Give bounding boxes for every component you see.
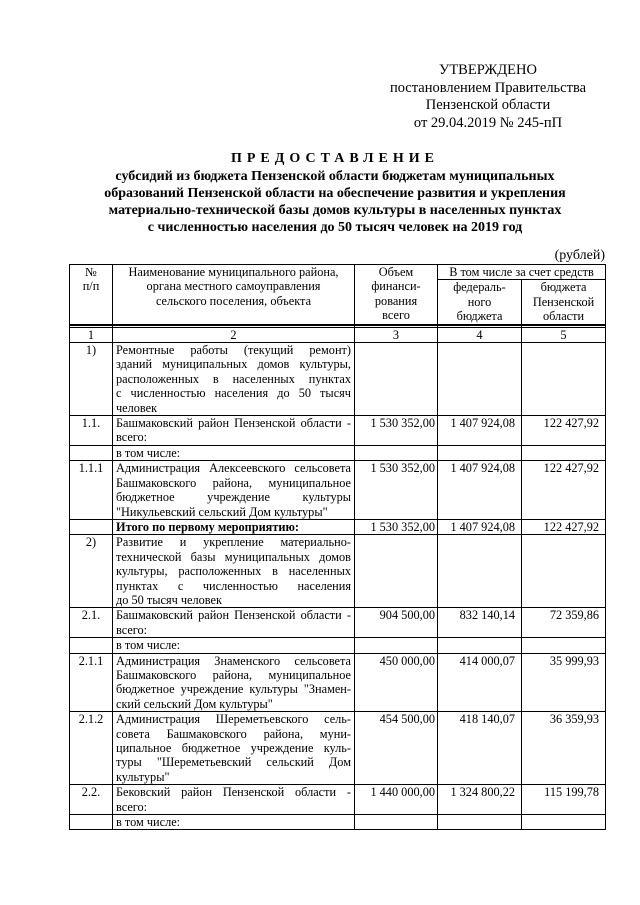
- unit-label: (рублей): [554, 248, 605, 263]
- table-row: [70, 712, 606, 785]
- row-number: 2.2.: [70, 785, 113, 815]
- table-row: [70, 653, 606, 712]
- header-including: В том числе за счет средств: [438, 265, 606, 280]
- row-name-line: ский сельский Дом культуры": [116, 696, 273, 711]
- column-number-row: [70, 327, 606, 342]
- row-name-line: Администрация Алексеевского сельсовета: [116, 461, 351, 476]
- row-regional: [522, 638, 606, 653]
- row-number: 2.1.: [70, 608, 113, 638]
- header-line: бюджета: [456, 309, 503, 324]
- table-row: [70, 519, 606, 534]
- table-row: [70, 445, 606, 460]
- row-name-line: бюджетное учреждение культуры "Знамен-: [116, 682, 351, 697]
- header-line: области: [542, 309, 585, 324]
- row-name-line: расположенных в населенных пунктах: [116, 371, 351, 386]
- row-total: [355, 638, 438, 653]
- header-federal: [438, 280, 522, 325]
- row-name-line: всего:: [116, 622, 148, 637]
- row-name-line: туры "Шереметьевский сельский Дом: [116, 755, 351, 770]
- header-line: Пензенской: [532, 294, 595, 309]
- table-row: [70, 461, 606, 520]
- row-name-line: до 50 тысяч человек: [116, 592, 222, 607]
- header-line: п/п: [82, 279, 100, 294]
- table-row: [70, 785, 606, 815]
- approval-line: Пензенской области: [425, 97, 551, 113]
- approval-line: постановлением Правительства: [389, 79, 587, 96]
- header-line: Объем: [378, 265, 414, 279]
- header-line: ного: [467, 294, 492, 309]
- row-total: 1 530 352,00: [355, 416, 438, 446]
- row-name-line: пунктах с численностью населения: [116, 578, 351, 593]
- row-number: 1.1.1: [70, 461, 113, 520]
- table-header-row: [70, 265, 606, 280]
- title-line: образований Пензенской области на обеспечение развития и укрепления: [104, 186, 566, 201]
- column-number: 1: [70, 327, 113, 342]
- row-total: [355, 343, 438, 416]
- approval-block: [372, 62, 604, 132]
- row-name-line: человек: [116, 400, 158, 415]
- row-name: [113, 343, 355, 416]
- row-name-line: Башмаковского района, муниципальное: [116, 667, 351, 682]
- title-line: с численностью населения до 50 тысяч человек на 2019 год: [147, 220, 523, 235]
- row-federal: 1 407 924,08: [438, 519, 522, 534]
- header-name: [113, 265, 355, 325]
- row-regional: 115 199,78: [522, 785, 606, 815]
- row-number: 1): [70, 343, 113, 416]
- header-line: бюджета: [540, 280, 587, 295]
- row-regional: 122 427,92: [522, 519, 606, 534]
- header-volume: [355, 265, 438, 325]
- row-name-line: бюджетное учреждение культуры: [116, 490, 351, 505]
- row-name-line: культуры": [116, 769, 170, 784]
- row-name-line: Ремонтные работы (текущий ремонт): [116, 343, 351, 358]
- row-name: [113, 416, 355, 446]
- header-line: сельского поселения, объекта: [155, 293, 312, 308]
- row-number: [70, 519, 113, 534]
- row-name-line: Башмаковского района, муниципальное: [116, 475, 351, 490]
- row-regional: 122 427,92: [522, 461, 606, 520]
- row-number: [70, 815, 113, 830]
- row-number: 2.1.1: [70, 653, 113, 712]
- row-total: [355, 535, 438, 608]
- row-total: 1 440 000,00: [355, 785, 438, 815]
- row-name-line: "Никульевский сельский Дом культуры": [116, 504, 328, 519]
- row-regional: [522, 445, 606, 460]
- row-name: [113, 712, 355, 785]
- row-name-line: Администрация Шереметьевского сель-: [116, 712, 351, 727]
- header-line: всего: [382, 308, 410, 323]
- row-total: [355, 445, 438, 460]
- row-number: 2): [70, 535, 113, 608]
- title-line: субсидий из бюджета Пензенской области бюджетам муниципальных: [115, 169, 555, 184]
- column-number: 2: [113, 327, 355, 342]
- row-name-line: всего:: [116, 799, 148, 814]
- row-name: в том числе:: [113, 815, 355, 830]
- title-line: материально-технической базы домов культуры в населенных пунктах: [108, 203, 562, 218]
- header-line: рования: [374, 293, 418, 308]
- row-federal: [438, 535, 522, 608]
- row-total: [355, 815, 438, 830]
- approval-date: от 29.04.2019 № 245-пП: [413, 114, 563, 131]
- header-line: Наименование муниципального района,: [128, 265, 339, 279]
- row-regional: [522, 535, 606, 608]
- row-name: [113, 608, 355, 638]
- row-name-line: культуры, расположенных в населенных: [116, 564, 351, 579]
- row-name-line: технической базы муниципальных домов: [116, 549, 351, 564]
- row-name-line: Развитие и укрепление материально-: [116, 535, 351, 550]
- title-subtitle: [70, 168, 600, 236]
- row-name: в том числе:: [113, 638, 355, 653]
- row-name: [113, 785, 355, 815]
- row-total: 454 500,00: [355, 712, 438, 785]
- subsidy-table: [69, 264, 606, 830]
- header-line: №: [85, 265, 97, 279]
- row-total: 450 000,00: [355, 653, 438, 712]
- row-name-line: ципальное бюджетное учреждение куль-: [116, 741, 351, 755]
- document-title: [70, 150, 600, 236]
- table-row: [70, 638, 606, 653]
- row-name-line: с численностью населения до 50 тысяч: [116, 386, 351, 401]
- column-number: 4: [438, 327, 522, 342]
- approval-heading: УТВЕРЖДЕНО: [439, 62, 537, 78]
- table-row: [70, 343, 606, 416]
- table-row: [70, 416, 606, 446]
- row-federal: 832 140,14: [438, 608, 522, 638]
- row-number: 2.1.2: [70, 712, 113, 785]
- row-federal: 418 140,07: [438, 712, 522, 785]
- row-federal: 1 324 800,22: [438, 785, 522, 815]
- row-federal: 1 407 924,08: [438, 416, 522, 446]
- row-name-line: Администрация Знаменского сельсовета: [116, 653, 351, 668]
- row-federal: 414 000,07: [438, 653, 522, 712]
- row-number: [70, 638, 113, 653]
- table-body: [70, 343, 606, 830]
- row-federal: [438, 638, 522, 653]
- row-name-line: всего:: [116, 430, 148, 445]
- row-name: Итого по первому мероприятию:: [113, 519, 355, 534]
- header-line: финанси-: [371, 279, 421, 294]
- row-federal: 1 407 924,08: [438, 461, 522, 520]
- table-row: [70, 815, 606, 830]
- header-line: органа местного самоуправления: [146, 279, 321, 294]
- header-num: [70, 265, 113, 325]
- table-row: [70, 535, 606, 608]
- row-regional: [522, 815, 606, 830]
- row-name-line: зданий муниципальных домов культуры,: [116, 357, 351, 372]
- column-number: 3: [355, 327, 438, 342]
- row-name: в том числе:: [113, 445, 355, 460]
- row-name-line: Башмаковский район Пензенской области -: [116, 416, 351, 431]
- row-total: 904 500,00: [355, 608, 438, 638]
- row-name-line: совета Башмаковского района, муни-: [116, 726, 351, 741]
- row-name-line: Бековский район Пензенской области -: [116, 785, 351, 800]
- row-regional: 35 999,93: [522, 653, 606, 712]
- row-name-line: Башмаковский район Пензенской области -: [116, 608, 351, 623]
- row-regional: [522, 343, 606, 416]
- header-line: федераль-: [453, 280, 506, 295]
- row-total: 1 530 352,00: [355, 461, 438, 520]
- row-name: [113, 653, 355, 712]
- row-number: [70, 445, 113, 460]
- row-name: [113, 535, 355, 608]
- row-regional: 72 359,86: [522, 608, 606, 638]
- column-number: 5: [522, 327, 606, 342]
- row-federal: [438, 343, 522, 416]
- row-regional: 122 427,92: [522, 416, 606, 446]
- row-number: 1.1.: [70, 416, 113, 446]
- table-row: [70, 608, 606, 638]
- row-federal: [438, 815, 522, 830]
- row-federal: [438, 445, 522, 460]
- title-main: ПРЕДОСТАВЛЕНИЕ: [230, 151, 440, 166]
- row-total: 1 530 352,00: [355, 519, 438, 534]
- row-regional: 36 359,93: [522, 712, 606, 785]
- header-regional: [522, 280, 606, 325]
- row-name: [113, 461, 355, 520]
